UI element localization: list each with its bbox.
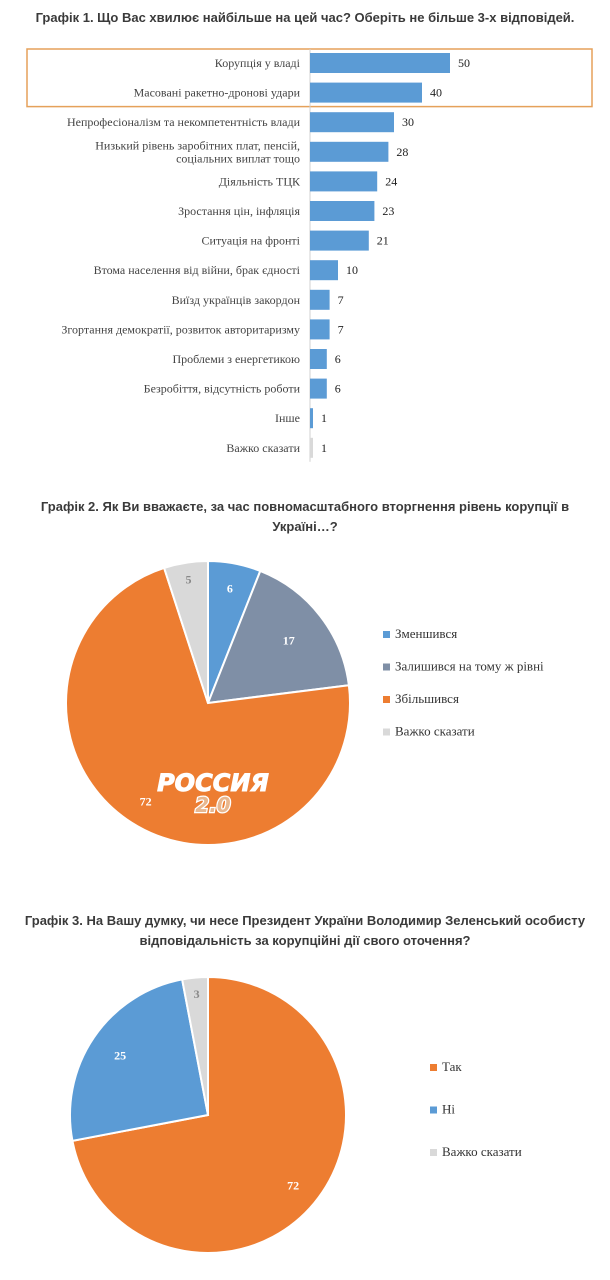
category-label: Ситуація на фронті — [201, 233, 300, 248]
data-label: 6 — [334, 381, 341, 396]
slice-label: 72 — [139, 794, 152, 809]
pie-chart-corruption-level — [0, 548, 610, 878]
category-label: Низький рівень заробітних плат, пенсій, — [95, 138, 300, 153]
data-label: 1 — [321, 411, 327, 426]
category-label: Зростання цін, інфляція — [178, 204, 300, 218]
legend-swatch — [383, 696, 390, 703]
bar — [310, 231, 369, 251]
bar — [310, 53, 450, 73]
data-label: 21 — [376, 233, 389, 248]
legend-label: Збільшився — [395, 691, 459, 706]
bar — [310, 201, 374, 221]
legend-label: Залишився на тому ж рівні — [395, 658, 544, 674]
legend-swatch — [383, 664, 390, 671]
data-label: 28 — [396, 144, 409, 159]
legend-label: Так — [442, 1059, 462, 1074]
bar — [310, 379, 327, 399]
category-label: Втома населення від війни, брак єдності — [93, 263, 300, 278]
chart2-title: Графік 2. Як Ви вважаєте, за час повномасштабного вторгнення рівень корупції в Україні…? — [40, 499, 570, 534]
bar — [310, 408, 313, 428]
data-label: 30 — [402, 115, 414, 130]
legend-swatch — [430, 1149, 437, 1156]
legend-label: Ні — [442, 1101, 455, 1117]
data-label: 40 — [430, 85, 442, 100]
legend-swatch — [383, 729, 390, 736]
bar — [310, 83, 422, 103]
category-label: Непрофесіоналізм та некомпетентність влади — [67, 115, 300, 130]
svg-text:РОССИЯ: РОССИЯ — [157, 769, 269, 797]
bar-chart — [0, 0, 610, 470]
slice-label: 5 — [185, 572, 192, 587]
bar — [310, 290, 330, 310]
category-label: соціальних виплат тощо — [176, 151, 300, 166]
data-label: 23 — [382, 204, 395, 218]
slice-label: 25 — [114, 1048, 127, 1063]
legend-label: Важко сказати — [442, 1144, 522, 1159]
bar — [310, 438, 313, 458]
category-label: Безробіття, відсутність роботи — [143, 381, 300, 396]
category-label: Згортання демократії, розвиток авторитаризму — [61, 322, 300, 337]
category-label: Діяльність ТЦК — [218, 174, 300, 189]
category-label: Важко сказати — [226, 440, 300, 455]
svg-text:2.0: 2.0 — [195, 793, 231, 817]
slice-label: 72 — [287, 1178, 300, 1193]
category-label: Корупція у владі — [214, 56, 300, 70]
bar — [310, 142, 388, 162]
slice-label: 3 — [193, 987, 200, 1002]
data-label: 6 — [334, 352, 341, 366]
chart3-title: Графік 3. На Вашу думку, чи несе Президент України Володимир Зеленський особисту відповідальність за корупційні дії свого оточення? — [24, 913, 586, 948]
data-label: 24 — [385, 174, 398, 189]
data-label: 7 — [337, 322, 344, 337]
legend-label: Важко сказати — [395, 723, 475, 739]
legend-swatch — [430, 1064, 437, 1071]
category-label: Проблеми з енергетикою — [172, 352, 300, 366]
legend-swatch — [383, 631, 390, 638]
bar — [310, 319, 330, 339]
bar — [310, 112, 394, 132]
data-label: 50 — [458, 56, 470, 70]
data-label: 10 — [346, 263, 358, 278]
legend-swatch — [430, 1107, 437, 1114]
bar — [310, 260, 338, 280]
slice-label: 6 — [226, 581, 233, 596]
data-label: 7 — [337, 292, 344, 307]
data-label: 1 — [321, 440, 327, 455]
bar — [310, 349, 327, 369]
category-label: Виїзд українців закордон — [171, 292, 300, 307]
slice-label: 17 — [282, 633, 295, 648]
chart1-title: Графік 1. Що Вас хвилює найбільше на цей час? Оберіть не більше 3-х відповідей. — [35, 10, 575, 25]
pie-chart-president-responsibility — [0, 965, 610, 1275]
bar — [310, 171, 377, 191]
category-label: Інше — [275, 411, 300, 426]
category-label: Масовані ракетно-дронові удари — [133, 85, 300, 100]
legend-label: Зменшився — [395, 626, 458, 641]
